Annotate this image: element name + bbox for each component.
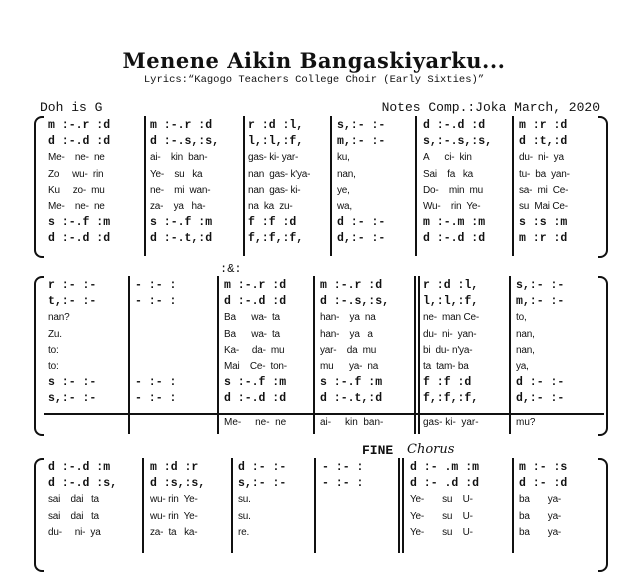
- lyric-measure: du- ni- yan-: [423, 328, 477, 340]
- lyrics-row: [0, 343, 628, 358]
- note-measure: m :-.r :d: [48, 119, 111, 132]
- note-measure: d :- :-: [516, 376, 565, 390]
- note-measure: f,:f,:f,: [423, 392, 479, 406]
- note-measure: d :-.d :d: [224, 392, 287, 406]
- note-measure: m :r :d: [519, 232, 568, 246]
- note-measure: m :r :d: [519, 119, 568, 132]
- note-measure: m :-.r :d: [150, 119, 213, 132]
- music-system-3: [0, 458, 628, 553]
- note-measure: d :- :-: [337, 216, 386, 230]
- note-measure: d :- .m :m: [410, 461, 480, 474]
- note-measure: d :-.d :d: [423, 119, 486, 132]
- note-measure: d :-.s,:s,: [320, 295, 390, 309]
- notes-row: [0, 460, 628, 475]
- lyric-measure: han- ya na: [320, 312, 376, 324]
- lyric-measure: Ba wa- ta: [224, 312, 280, 324]
- lyric-measure: A ci- kin: [423, 152, 472, 164]
- lyric-measure: Wu- rin Ye-: [423, 201, 481, 212]
- note-measure: d,:- :-: [516, 392, 565, 406]
- lyrics-row: [0, 150, 628, 165]
- lyric-measure: Ye- su U-: [410, 494, 473, 506]
- note-measure: d :-.t,:d: [150, 232, 213, 246]
- lyric-measure: Ye- su U-: [410, 510, 473, 522]
- lyric-measure: Mai Ce- ton-: [224, 361, 287, 372]
- lyric-measure: ne- man Ce-: [423, 312, 479, 324]
- composer-credit: Notes Comp.:Joka March, 2020: [381, 100, 600, 115]
- lyric-measure: ba ya-: [519, 494, 562, 506]
- note-measure: d,:- :-: [337, 232, 386, 246]
- lyric-measure: Me- ne- ne: [48, 152, 105, 164]
- lyric-measure: to:: [48, 361, 59, 372]
- note-measure: r :- :-: [48, 279, 97, 292]
- lyric-measure: Me- ne- ne: [48, 201, 105, 212]
- lyric-measure: tu- ba yan-: [519, 168, 570, 180]
- lyric-measure: wa,: [337, 201, 352, 212]
- note-measure: s :- :-: [48, 376, 97, 390]
- lyrics-row: [0, 327, 628, 342]
- note-measure: - :- :: [135, 376, 177, 390]
- note-measure: s,:- :-: [48, 392, 97, 406]
- note-measure: m :-.r :d: [320, 279, 383, 292]
- note-measure: d :-.d :d: [48, 232, 111, 246]
- lyrics-row: [0, 509, 628, 524]
- lyric-measure: Ye- su ka: [150, 168, 203, 180]
- notes-row: [0, 278, 628, 293]
- note-measure: s :-.f :m: [150, 216, 213, 230]
- lyric-measure: su.: [238, 510, 251, 522]
- note-measure: - :- :: [135, 392, 177, 406]
- note-measure: d :-.t,:d: [320, 392, 383, 406]
- lyric-measure: Ye- su U-: [410, 526, 473, 538]
- lyric-measure: Ba wa- ta: [224, 328, 280, 340]
- chorus-label: Chorus: [407, 442, 455, 457]
- note-measure: d :t,:d: [519, 135, 568, 149]
- note-measure: m,:- :-: [516, 295, 565, 309]
- lyric-measure: ta tam- ba: [423, 361, 469, 372]
- lyric-measure: to,: [516, 312, 527, 324]
- lyric-measure: na ka zu-: [248, 201, 293, 212]
- lyric-measure: gas- ki- yar-: [248, 152, 299, 164]
- lyric-measure: bi du- n'ya-: [423, 344, 473, 356]
- lyric-measure: re.: [238, 526, 250, 538]
- fine-mark: FINE: [362, 443, 394, 458]
- note-measure: f :f :d: [423, 376, 472, 390]
- lyric-measure: nan?: [48, 312, 70, 324]
- lyric-measure: ye,: [337, 184, 350, 196]
- tail-lyric: mu?: [516, 417, 536, 428]
- note-measure: s :s :m: [519, 216, 568, 230]
- lyrics-credit: Lyrics:“Kagogo Teachers College Choir (Early Sixties)”: [143, 74, 485, 86]
- lyric-measure: du- ni- ya: [48, 526, 101, 538]
- lyric-measure: nan,: [516, 344, 535, 356]
- notes-row: [0, 134, 628, 149]
- note-measure: f,:f,:f,: [248, 232, 304, 246]
- note-measure: d :- :-: [238, 461, 287, 474]
- note-measure: m :-.m :m: [423, 216, 486, 230]
- lyric-underline: [44, 413, 604, 415]
- note-measure: s :-.f :m: [224, 376, 287, 390]
- song-title: Menene Aikin Bangaskiyarku...: [122, 48, 506, 73]
- lyric-measure: yar- da mu: [320, 344, 377, 356]
- lyric-measure: du- ni- ya: [519, 152, 564, 164]
- tail-lyric: ai- kin ban-: [320, 417, 384, 428]
- note-measure: d :-.d :d: [423, 232, 486, 246]
- segno-mark: :&:: [220, 262, 242, 276]
- lyric-measure: su Mai Ce-: [519, 201, 568, 212]
- note-measure: m :-.r :d: [224, 279, 287, 292]
- note-measure: d :-.d :d: [224, 295, 287, 309]
- lyric-measure: Zo wu- rin: [48, 168, 104, 180]
- lyric-measure: Ku zo- mu: [48, 184, 105, 196]
- music-system-2: [0, 276, 628, 434]
- lyric-measure: sai dai ta: [48, 494, 99, 506]
- note-measure: s,:- :-: [337, 119, 386, 132]
- note-measure: - :- :: [322, 477, 364, 491]
- tail-lyric: gas- ki- yar-: [423, 417, 479, 428]
- notes-row: [0, 375, 628, 390]
- lyric-measure: ai- kin ban-: [150, 152, 208, 164]
- lyric-measure: Sai fa ka: [423, 168, 474, 180]
- notes-row: [0, 476, 628, 491]
- note-measure: r :d :l,: [423, 279, 479, 292]
- note-measure: s :-.f :m: [320, 376, 383, 390]
- key-signature: Doh is G: [40, 100, 103, 115]
- lyric-measure: to:: [48, 344, 59, 356]
- notes-row: [0, 118, 628, 133]
- lyrics-row: [0, 183, 628, 198]
- lyric-measure: ne- mi wan-: [150, 184, 211, 196]
- note-measure: s :-.f :m: [48, 216, 111, 230]
- note-measure: - :- :: [322, 461, 364, 474]
- note-measure: f :f :d: [248, 216, 297, 230]
- note-measure: r :d :l,: [248, 119, 304, 132]
- notes-row: [0, 215, 628, 230]
- lyric-measure: nan,: [337, 168, 356, 180]
- note-measure: t,:- :-: [48, 295, 97, 309]
- note-measure: d :-.d :s,: [48, 477, 118, 491]
- note-measure: s,:- :-: [238, 477, 287, 491]
- lyric-measure: nan gas- ki-: [248, 184, 301, 196]
- lyrics-row: [0, 167, 628, 182]
- lyric-measure: ba ya-: [519, 526, 562, 538]
- lyrics-row: [0, 199, 628, 214]
- note-measure: l,:l,:f,: [423, 295, 479, 309]
- lyric-measure: nan,: [516, 328, 535, 340]
- note-measure: d :- .d :d: [410, 477, 480, 491]
- lyric-measure: ba ya-: [519, 510, 562, 522]
- lyrics-row: [0, 310, 628, 325]
- music-system-1: [0, 116, 628, 256]
- lyrics-row: [0, 359, 628, 374]
- lyric-measure: Zu.: [48, 328, 62, 340]
- note-measure: - :- :: [135, 295, 177, 309]
- note-measure: d :s,:s,: [150, 477, 206, 491]
- note-measure: m,:- :-: [337, 135, 386, 149]
- note-measure: s,:-.s,:s,: [423, 135, 493, 149]
- lyric-measure: wu- rin Ye-: [150, 494, 198, 506]
- lyric-measure: wu- rin Ye-: [150, 510, 198, 522]
- lyric-measure: su.: [238, 494, 251, 506]
- note-measure: s,:- :-: [516, 279, 565, 292]
- lyric-measure: nan gas- k'ya-: [248, 168, 311, 180]
- notes-row: [0, 231, 628, 246]
- notes-row: [0, 391, 628, 406]
- lyric-measure: ku,: [337, 152, 350, 164]
- note-measure: d :-.d :m: [48, 461, 111, 474]
- lyric-measure: Ka- da- mu: [224, 344, 285, 356]
- lyric-measure: han- ya a: [320, 328, 373, 340]
- notes-row: [0, 294, 628, 309]
- lyric-measure: Do- min mu: [423, 184, 483, 196]
- note-measure: - :- :: [135, 279, 177, 292]
- lyric-measure: mu ya- na: [320, 361, 379, 372]
- note-measure: m :- :s: [519, 461, 568, 474]
- lyric-measure: ya,: [516, 361, 529, 372]
- tail-lyric: Me- ne- ne: [224, 417, 287, 428]
- lyric-measure: za- ya ha-: [150, 201, 206, 212]
- lyric-measure: sa- mi Ce-: [519, 184, 569, 196]
- lyric-measure: za- ta ka-: [150, 526, 198, 538]
- note-measure: d :- :d: [519, 477, 568, 491]
- lyrics-row: [0, 525, 628, 540]
- note-measure: l,:l,:f,: [248, 135, 304, 149]
- note-measure: d :-.s,:s,: [150, 135, 220, 149]
- note-measure: d :-.d :d: [48, 135, 111, 149]
- lyric-measure: sai dai ta: [48, 510, 99, 522]
- note-measure: m :d :r: [150, 461, 199, 474]
- lyrics-row: [0, 492, 628, 507]
